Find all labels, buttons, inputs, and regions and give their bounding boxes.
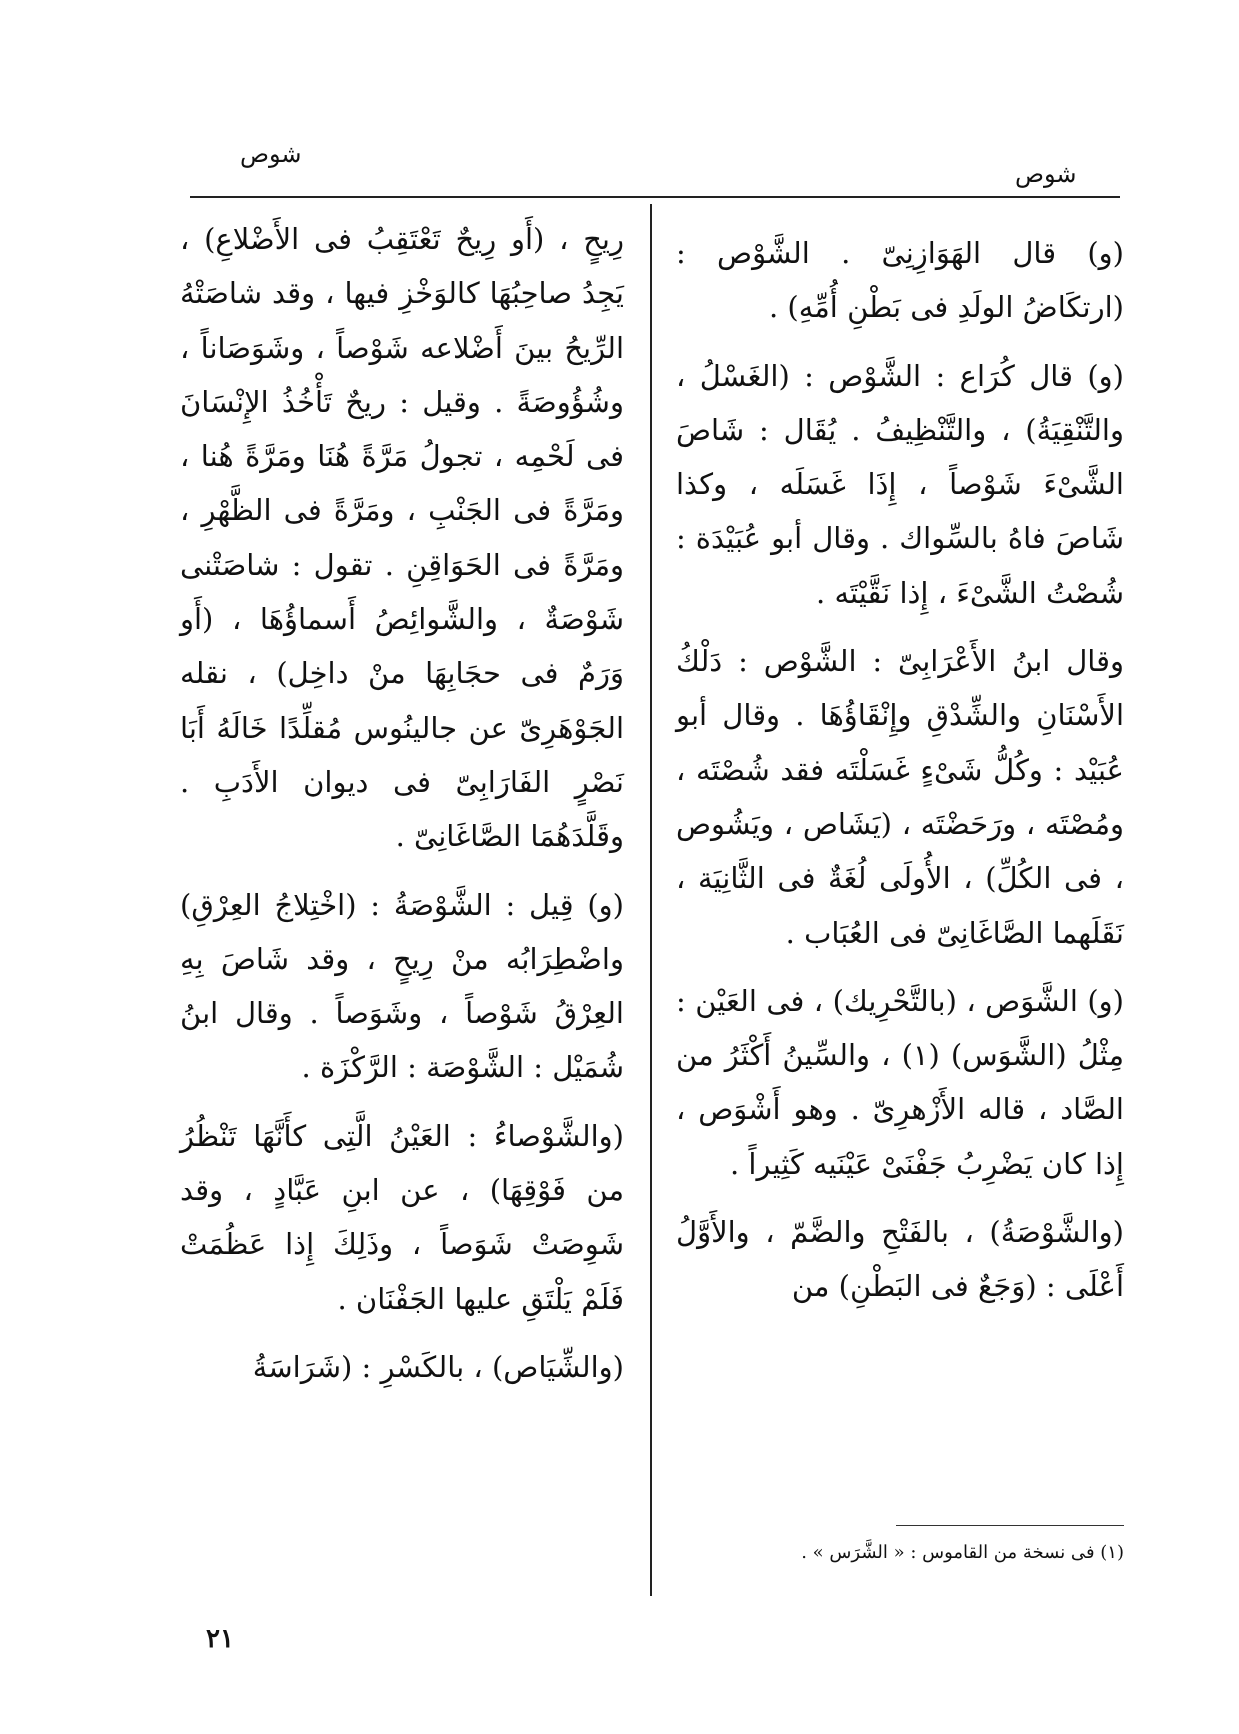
right-column (676, 226, 1124, 1328)
running-header-right: شوص (1015, 160, 1077, 188)
paragraph: (و) قال الهَوَازِنِىّ . الشَّوْص : (ارتكَاضُ الولَدِ فى بَطْنِ أُمِّهِ) . (676, 236, 1124, 325)
paragraph: وقال ابنُ الأَعْرَابِىّ : الشَّوْص : دَلْكُ الأَسْنَانِ والشِّدْقِ وإِنْقَاؤُهَا . وقال أبو عُبَيْد : وكُلُّ شَىْءٍ غَسَلْتَه فقد شُصْتَه ، ومُصْتَه ، ورَحَضْتَه ، (يَشَاص ، ويَشُوص ، فى الكُلِّ) ، الأُولَى لُغَةٌ فى الثَّانِيَة ، نَقَلَهما الصَّاغَانِىّ فى العُبَاب . (676, 644, 1124, 950)
paragraph: (و) قال كُرَاع : الشَّوْص : (الغَسْلُ ، والتَّنْقِيَةُ) ، والتَّنْظِيفُ . يُقَال : شَاصَ الشَّىْءَ شَوْصاً ، إِذَا غَسَلَه ، وكذا شَاصَ فاهُ بالسِّواك . وقال أبو عُبَيْدَة : شُصْتُ الشَّىْءَ ، إِذا نَقَّيْتَه . (676, 358, 1124, 610)
column-divider (650, 204, 652, 1596)
page-number: ٢١ (206, 1624, 234, 1654)
left-column (180, 212, 624, 1408)
paragraph: رِيحٍ ، (أَو رِيحٌ تَعْتَقِبُ فى الأَضْلاعِ) ، يَجِدُ صاحِبُهَا كالوَخْزِ فيها ، وقد شاصَتْهُ الرِّيحُ بينَ أَضْلاعه شَوْصاً ، وشَوَصَاناً ، وشُؤُوصَةً . وقيل : ريحٌ تَأْخُذُ الإِنْسَانَ فى لَحْمِه ، تجولُ مَرَّةً هُنَا ومَرَّةً هُنا ، ومَرَّةً فى الجَنْبِ ، ومَرَّةً فى الظَّهْرِ ، ومَرَّةً فى الحَوَاقِنِ . تقول : شاصَتْنى شَوْصَةٌ ، والشَّوائِصُ أَسماؤُهَا ، (أَو وَرَمٌ فى حجَابِهَا منْ داخِل) ، نقله الجَوْهَرِىّ عن جالينُوس مُقلِّدًا خَالَهُ أَبَا نَصْرٍ الفَارَابِىّ فى ديوان الأَدَبِ . وقَلَّدَهُمَا الصَّاغَانِىّ . (180, 222, 624, 854)
running-header-left: شوص (240, 140, 302, 168)
paragraph: (والشَّوْصاءُ : العَيْنُ الَّتِى كأَنَّهَا تَنْظُرُ من فَوْقِهَا) ، عن ابنِ عَبَّادٍ ، وقد شَوِصَتْ شَوَصاً ، وذَلِكَ إِذا عَظُمَتْ فَلَمْ يَلْتَقِ عليها الجَفْنَان . (180, 1118, 624, 1316)
paragraph: (والشِّيَاص) ، بالكَسْرِ : (شَرَاسَةُ (252, 1349, 624, 1384)
header-rule (190, 196, 1120, 198)
footnote-rule (896, 1525, 1124, 1526)
footnote: (١) فى نسخة من القاموس : « الشَّرَس » . (801, 1542, 1124, 1563)
paragraph: (والشَّوْصَةُ) ، بالفَتْحِ والضَّمّ ، والأَوَّلُ أَعْلَى : (وَجَعٌ فى البَطْنِ) من (676, 1215, 1124, 1304)
paragraph: (و) الشَّوَص ، (بالتَّحْرِيك) ، فى العَيْن : مِثْلُ (الشَّوَس) (١) ، والسِّينُ أَكْثَرُ من الصَّاد ، قاله الأَزْهرِىّ . وهو أَشْوَص ، إِذا كان يَضْرِبُ جَفْنَىْ عَيْنَيه كَثِيراً . (676, 983, 1124, 1181)
paragraph: (و) قِيل : الشَّوْصَةُ : (اخْتِلاجُ العِرْقِ) واضْطِرَابُه منْ رِيحٍ ، وقد شَاصَ بِهِ العِرْقُ شَوْصاً ، وشَوَصاً . وقال ابنُ شُمَيْل : الشَّوْصَة : الرَّكْزَة . (180, 887, 624, 1085)
